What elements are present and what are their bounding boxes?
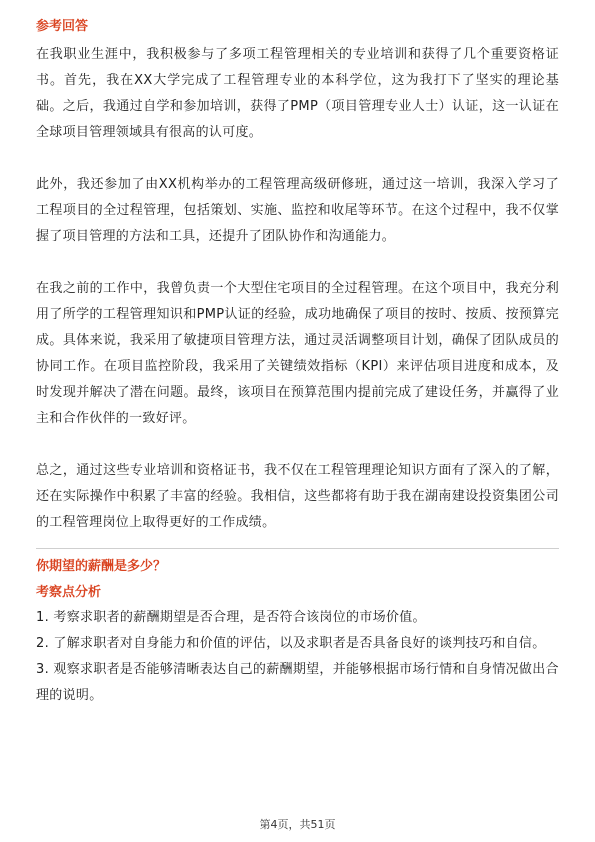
answer-paragraph: 在我职业生涯中，我积极参与了多项工程管理相关的专业培训和获得了几个重要资格证书。首先，我在XX大学完成了工程管理专业的本科学位，这为我打下了坚实的理论基础。之后，我通过自学和参加培训，获得了PMP（项目管理专业人士）认证，这一认证在全球项目管理领域具有很高的认可度。	[36, 47, 559, 140]
document-page	[36, 18, 559, 709]
question-heading: 你期望的薪酬是多少？	[36, 559, 167, 574]
answer-paragraph: 此外，我还参加了由XX机构举办的工程管理高级研修班，通过这一培训，我深入学习了工程项目的全过程管理，包括策划、实施、监控和收尾等环节。在这个过程中，我不仅掌握了项目管理的方法和工具，还提升了团队协作和沟通能力。	[36, 177, 559, 244]
analysis-item: 1. 考察求职者的薪酬期望是否合理，是否符合该岗位的市场价值。	[36, 610, 426, 625]
page-number: 第4页，共51页	[259, 818, 336, 831]
section-heading-reference-answer: 参考回答	[36, 19, 89, 34]
analysis-item: 3. 观察求职者是否能够清晰表达自己的薪酬期望，并能够根据市场行情和自身情况做出合理的说明。	[36, 662, 559, 703]
answer-paragraph: 总之，通过这些专业培训和资格证书，我不仅在工程管理理论知识方面有了深入的了解，还在实际操作中积累了丰富的经验。我相信，这些都将有助于我在湖南建设投资集团公司的工程管理岗位上取得更好的工作成绩。	[36, 463, 559, 530]
answer-paragraph: 在我之前的工作中，我曾负责一个大型住宅项目的全过程管理。在这个项目中，我充分利用了所学的工程管理知识和PMP认证的经验，成功地确保了项目的按时、按质、按预算完成。具体来说，我采用了敏捷项目管理方法，通过灵活调整项目计划，确保了团队成员的协同工作。在项目监控阶段，我采用了关键绩效指标（KPI）来评估项目进度和成本，及时发现并解决了潜在问题。最终，该项目在预算范围内提前完成了建设任务，并赢得了业主和合作伙伴的一致好评。	[36, 281, 559, 426]
analysis-item: 2. 了解求职者对自身能力和价值的评估，以及求职者是否具备良好的谈判技巧和自信。	[36, 636, 546, 651]
analysis-heading: 考察点分析	[36, 585, 102, 600]
section-divider	[36, 548, 559, 549]
